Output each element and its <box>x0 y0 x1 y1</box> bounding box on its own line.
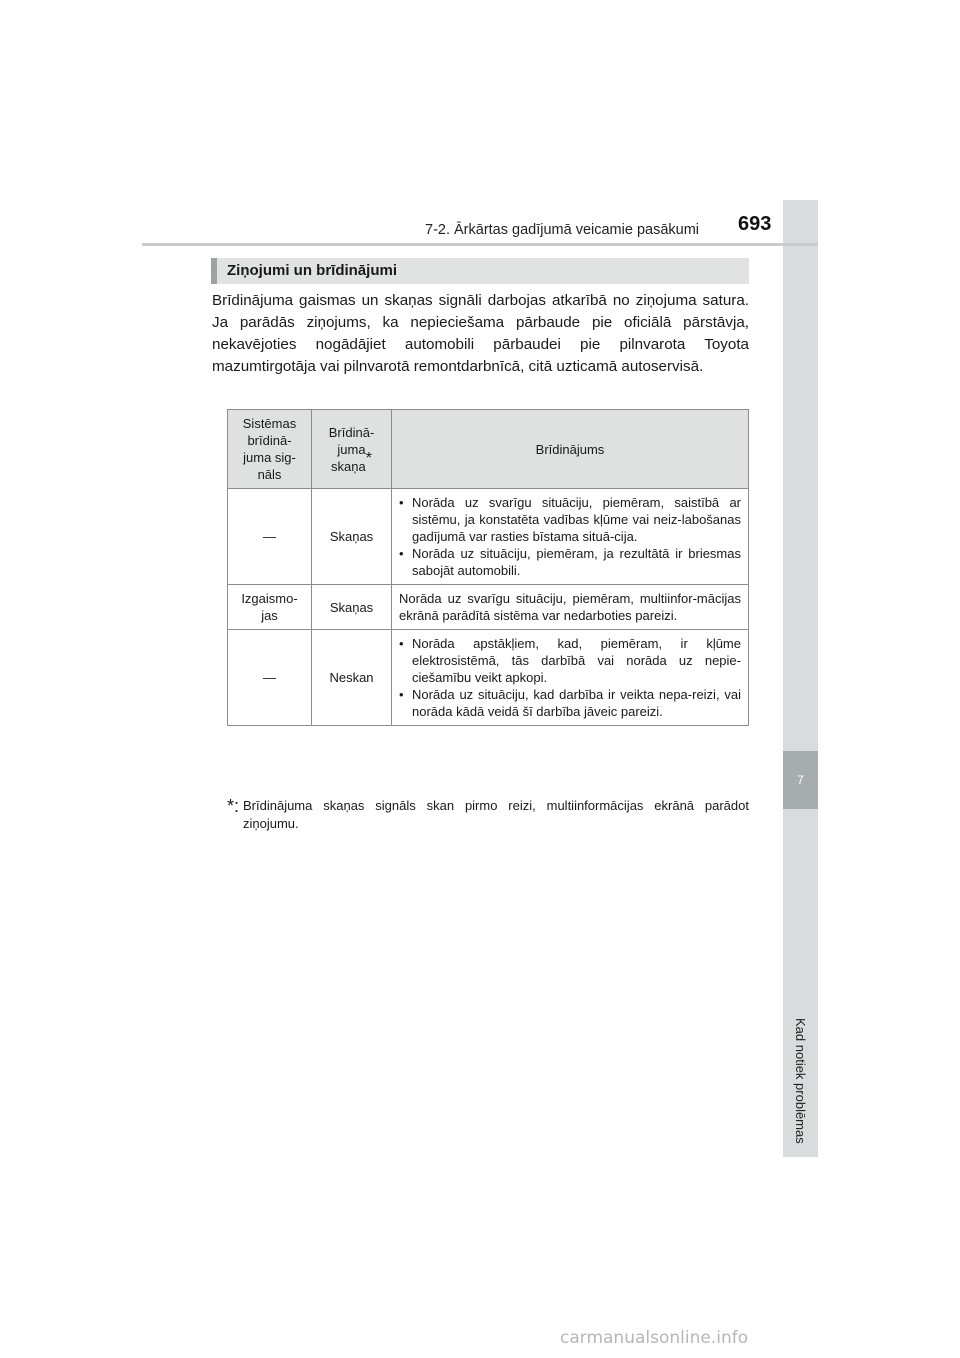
warning-list <box>399 494 741 579</box>
header-warning: Brīdinājums <box>392 410 749 489</box>
chapter-number: 7 <box>797 773 804 787</box>
cell-signal: — <box>228 630 312 726</box>
section-heading <box>211 258 749 284</box>
footnote-text: Brīdinājuma skaņas signāls skan pirmo reizi, multiinformācijas ekrānā parādot ziņojumu. <box>243 798 749 831</box>
cell-sound: Skaņas <box>312 585 392 630</box>
cell-sound: Neskan <box>312 630 392 726</box>
footnote-mark: *: <box>227 796 240 816</box>
header-system-signal: Sistēmas brīdinā-juma sig-nāls <box>228 410 312 489</box>
list-item: • Norāda uz situāciju, piemēram, ja rezultātā ir briesmas sabojāt automobili. <box>399 545 741 579</box>
chapter-number-box <box>783 751 818 809</box>
cell-signal: Izgaismo-jas <box>228 585 312 630</box>
list-item: • Norāda uz svarīgu situāciju, piemēram, saistībā ar sistēmu, ja konstatēta vadības kļūme vai neiz-labošanas gadījumā var rasties bīstama situā-cija. <box>399 494 741 545</box>
watermark: carmanualsonline.info <box>560 1328 749 1348</box>
table-header-row <box>228 410 749 489</box>
header-warning-sound-text: Brīdinā-juma skaņa <box>328 424 375 474</box>
warning-list <box>399 635 741 720</box>
cell-signal: — <box>228 489 312 585</box>
cell-warning: Norāda uz svarīgu situāciju, piemēram, multiinfor-mācijas ekrānā parādītā sistēma var nedarboties pareizi. <box>392 585 749 630</box>
section-heading-text: Ziņojumi un brīdinājumi <box>227 262 397 279</box>
cell-sound: Skaņas <box>312 489 392 585</box>
header-divider <box>142 243 818 246</box>
asterisk-mark: * <box>365 450 372 468</box>
cell-warning <box>392 489 749 585</box>
section-label: 7-2. Ārkārtas gadījumā veicamie pasākumi <box>425 222 700 238</box>
table-row <box>228 630 749 726</box>
list-item: • Norāda uz situāciju, kad darbība ir veikta nepa-reizi, vai norāda kādā veidā šī darbība jāveic pareizi. <box>399 686 741 720</box>
chapter-side-tab <box>783 200 818 1157</box>
table-row <box>228 585 749 630</box>
table-row <box>228 489 749 585</box>
cell-warning <box>392 630 749 726</box>
chapter-title: Kad notiek problēmas <box>793 1018 808 1144</box>
intro-paragraph: Brīdinājuma gaismas un skaņas signāli darbojas atkarībā no ziņojuma satura. Ja parādās ziņojums, ka nepieciešama pārbaude pie oficiālā pārstāvja, nekavējoties nogādājiet automobili pārbaudei pie pilnvarota Toyota mazumtirgotāja vai pilnvarotā remontdarbnīcā, citā uzticamā autoservisā. <box>212 292 749 375</box>
warning-table <box>227 409 749 726</box>
footnote <box>227 797 749 833</box>
page-number: 693 <box>738 213 772 235</box>
list-item: • Norāda apstākļiem, kad, piemēram, ir kļūme elektrosistēmā, tās darbībā vai norāda uz nepie-ciešamību veikt apkopi. <box>399 635 741 686</box>
header-warning-sound <box>312 410 392 489</box>
